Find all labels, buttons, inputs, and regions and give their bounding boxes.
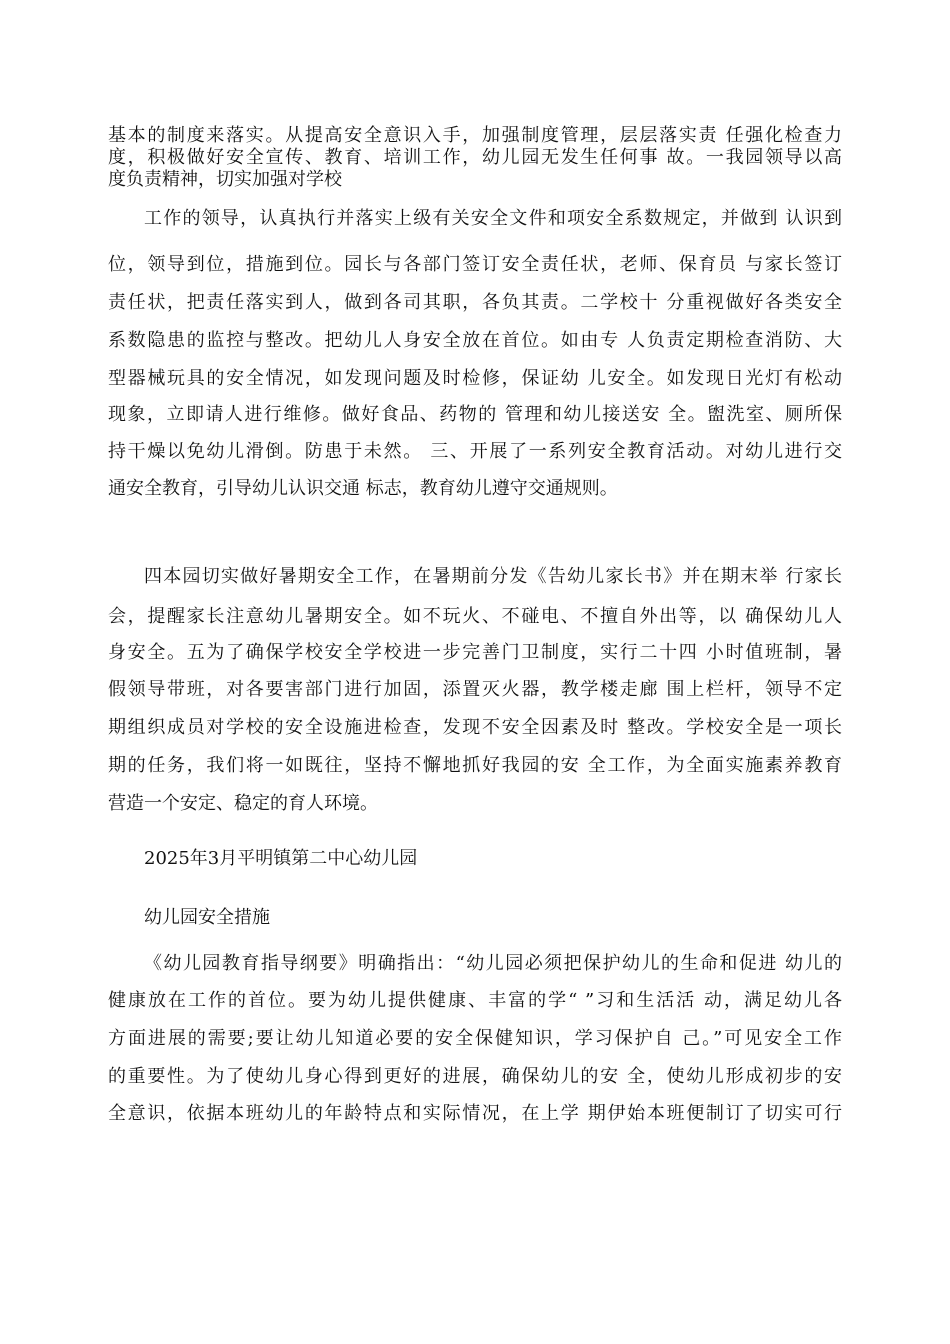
paragraph-line: 全意识，依据本班幼儿的年龄特点和实际情况，在上学 期伊始本班便制订了切实可行 (108, 1103, 842, 1124)
paragraph-line: 系数隐患的监控与整改。把幼儿人身安全放在首位。如由专 人负责定期检查消防、大 (108, 330, 842, 351)
paragraph-line: 型器械玩具的安全情况，如发现问题及时检修，保证幼 儿安全。如发现日光灯有松动 (108, 368, 842, 389)
paragraph-line: 通安全教育，引导幼儿认识交通 标志，教育幼儿遵守交通规则。 (108, 478, 618, 499)
paragraph-line: 假领导带班，对各要害部门进行加固，添置灭火器，教学楼走廊 围上栏杆，领导不定 (108, 679, 842, 700)
paragraph-line: 期组织成员对学校的安全设施进检查，发现不安全因素及时 整改。学校安全是一项长 (108, 717, 842, 738)
intro-line: 度，积极做好安全宣传、教育、培训工作，幼儿园无发生任何事 故。一我园领导以高 (108, 147, 842, 168)
paragraph-line: 位，领导到位，措施到位。园长与各部门签订安全责任状，老师、保育员 与家长签订 (108, 254, 842, 275)
intro-line: 度负责精神，切实加强对学校 (108, 169, 342, 190)
paragraph-line: 《幼儿园教育指导纲要》明确指出：“幼儿园必须把保护幼儿的生命和促进 幼儿的 (144, 953, 842, 974)
intro-line: 基本的制度来落实。从提高安全意识入手，加强制度管理，层层落实责 任强化检查力 (108, 125, 842, 146)
signature: 2025年3月平明镇第二中心幼儿园 (144, 848, 418, 869)
section-title: 幼儿园安全措施 (144, 907, 270, 928)
paragraph-line: 期的任务，我们将一如既往，坚持不懈地抓好我园的安 全工作，为全面实施素养教育 (108, 755, 842, 776)
paragraph-line: 责任状，把责任落实到人，做到各司其职，各负其责。二学校十 分重视做好各类安全 (108, 292, 842, 313)
paragraph-line: 的重要性。为了使幼儿身心得到更好的进展，确保幼儿的安 全，使幼儿形成初步的安 (108, 1066, 842, 1087)
paragraph-line: 身安全。五为了确保学校安全学校进一步完善门卫制度，实行二十四 小时值班制，暑 (108, 642, 842, 663)
paragraph-line: 现象，立即请人进行维修。做好食品、药物的 管理和幼儿接送安 全。盥洗室、厕所保 (108, 404, 842, 425)
paragraph-line: 方面进展的需要;要让幼儿知道必要的安全保健知识，学习保护自 己。”可见安全工作 (108, 1028, 842, 1049)
paragraph-line: 营造一个安定、稳定的育人环境。 (108, 793, 378, 814)
paragraph-line: 工作的领导，认真执行并落实上级有关安全文件和项安全系数规定，并做到 认识到 (144, 208, 842, 229)
paragraph-line: 会，提醒家长注意幼儿暑期安全。如不玩火、不碰电、不擅自外出等，以 确保幼儿人 (108, 606, 842, 627)
paragraph-line: 健康放在工作的首位。要为幼儿提供健康、丰富的学“ ”习和生活活 动，满足幼儿各 (108, 990, 842, 1011)
paragraph-line: 四本园切实做好暑期安全工作，在暑期前分发《告幼儿家长书》并在期末举 行家长 (144, 566, 842, 587)
paragraph-line: 持干燥以免幼儿滑倒。防患于未然。 三、开展了一系列安全教育活动。对幼儿进行交 (108, 441, 842, 462)
